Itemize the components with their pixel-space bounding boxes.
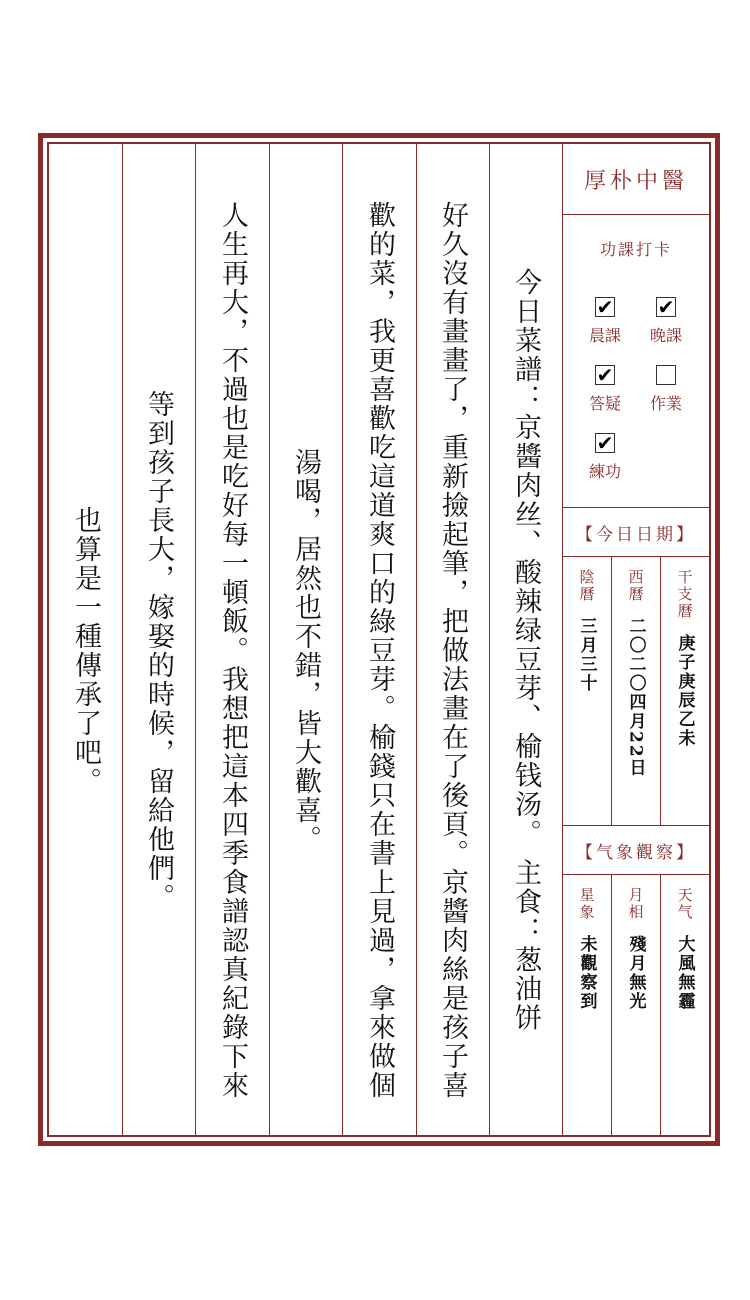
check-icon: ✔: [596, 363, 614, 387]
check-icon: ✔: [596, 431, 614, 455]
empty-checkbox-icon: [656, 365, 676, 385]
weather-section-title: 【气象觀察】: [563, 826, 709, 875]
text-column-4: [270, 144, 343, 1135]
ganzhi-column: [660, 557, 709, 825]
column-text: 湯喝，居然也不錯，皆大歡喜。: [290, 447, 321, 854]
text-column-5: [196, 144, 270, 1135]
text-column-7: [49, 144, 123, 1135]
checkbox-practice[interactable]: [575, 433, 635, 482]
weather-table: [563, 875, 709, 1137]
checkbox-assignment[interactable]: [636, 365, 696, 414]
text-column-6: [123, 144, 196, 1135]
sky-column: [660, 875, 709, 1137]
sky-label: 天气: [675, 887, 694, 921]
checkbox-label: 作業: [649, 394, 682, 413]
check-icon: ✔: [657, 295, 675, 319]
western-date-value: 二〇二〇四月22日: [625, 617, 646, 778]
checkbox-qa[interactable]: [575, 365, 635, 414]
ganzhi-value: 庚子庚辰乙未: [674, 634, 695, 748]
column-text: 人生再大，不過也是吃好每一頓飯。我想把這本四季食譜認真紀錄下來: [217, 201, 248, 1100]
sky-value: 大風無霾: [674, 935, 695, 1011]
moon-value: 殘月無光: [625, 935, 646, 1011]
info-sidebar: [563, 144, 709, 1135]
star-column: [563, 875, 611, 1137]
date-table: [563, 557, 709, 826]
checkbox-label: 晨課: [588, 326, 621, 345]
checkbox-label: 答疑: [588, 394, 621, 413]
column-text: 今日菜譜：京醬肉丝、酸辣绿豆芽、榆钱汤。 主食：葱油饼: [510, 268, 541, 1033]
homework-title: 功課打卡: [599, 240, 672, 259]
lunar-date-column: [563, 557, 611, 825]
checkbox-morning[interactable]: [575, 297, 635, 346]
text-column-1: [490, 144, 563, 1135]
western-date-label: 西曆: [626, 569, 645, 603]
column-text: 也算是一種傳承了吧。: [70, 505, 101, 796]
star-label: 星象: [577, 887, 596, 921]
text-column-3: [343, 144, 417, 1135]
lunar-date-label: 陰曆: [577, 569, 596, 603]
brand-title: 厚朴中醫: [563, 144, 709, 215]
homework-checklist: [563, 237, 709, 508]
western-date-column: [611, 557, 660, 825]
star-value: 未觀察到: [576, 935, 597, 1011]
column-text: 歡的菜，我更喜歡吃這道爽口的綠豆芽。榆錢只在書上見過，拿來做個: [364, 201, 395, 1100]
check-icon: ✔: [596, 295, 614, 319]
text-column-2: [417, 144, 490, 1135]
column-text: 好久沒有畫畫了，重新撿起筆，把做法畫在了後頁。京醬肉絲是孩子喜: [437, 201, 468, 1100]
checkbox-label: 晚課: [649, 326, 682, 345]
moon-label: 月相: [626, 887, 645, 921]
checkbox-evening[interactable]: [636, 297, 696, 346]
journal-page: [47, 142, 711, 1137]
moon-column: [611, 875, 660, 1137]
ganzhi-label: 干支曆: [675, 569, 694, 620]
date-section-title: 【今日日期】: [563, 508, 709, 557]
checkbox-label: 練功: [588, 462, 621, 481]
column-text: 等到孩子長大，嫁娶的時候，留給他們。: [143, 389, 174, 912]
lunar-date-value: 三月三十: [576, 617, 597, 693]
